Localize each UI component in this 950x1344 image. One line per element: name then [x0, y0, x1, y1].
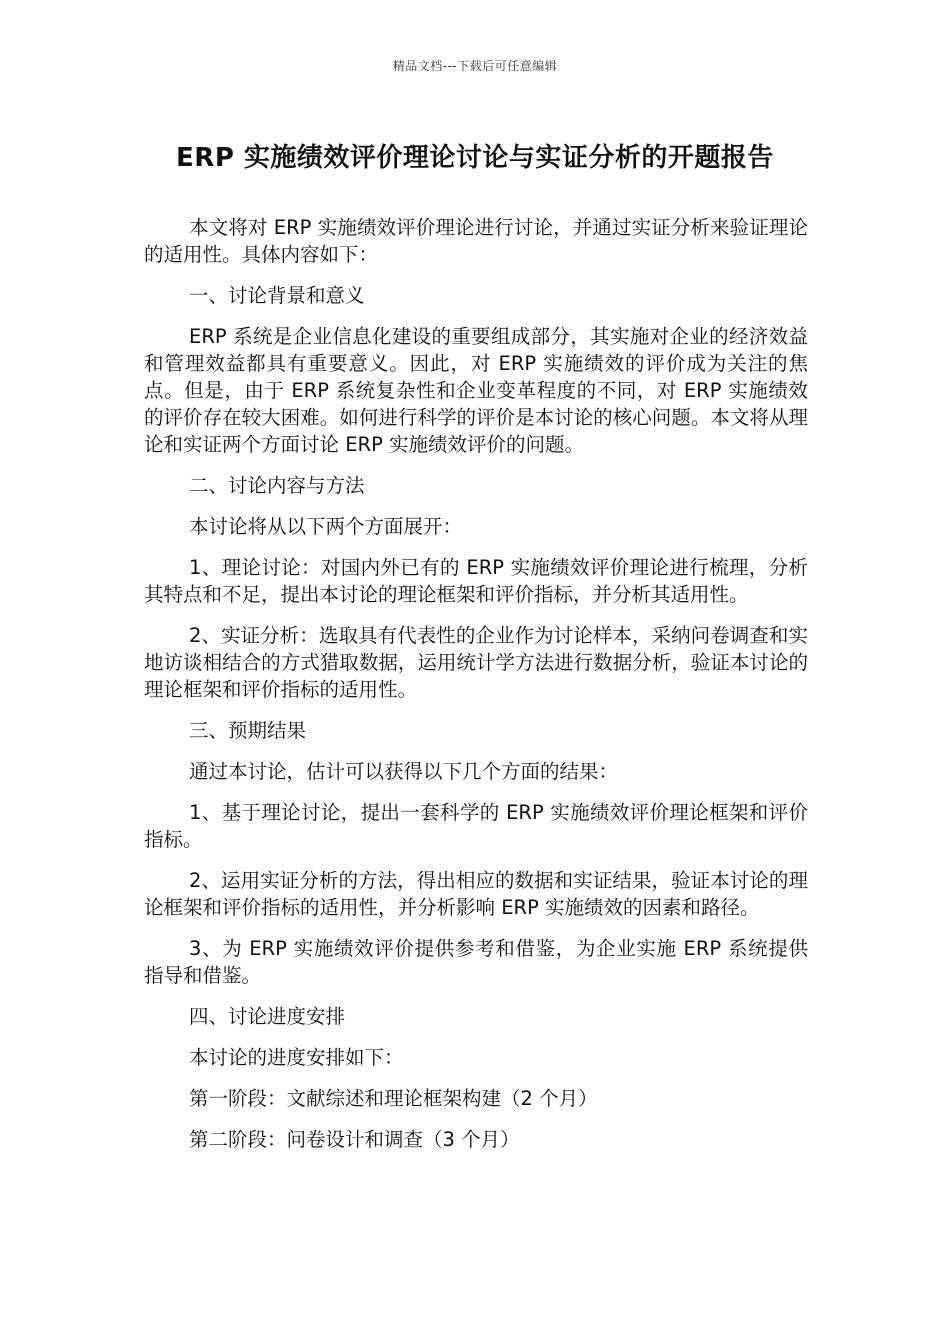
- intro-paragraph: 本文将对 ERP 实施绩效评价理论进行讨论，并通过实证分析来验证理论的适用性。具体内容如下：: [144, 216, 808, 266]
- section-heading-background: 一、讨论背景和意义: [189, 284, 365, 307]
- result-item-3: 3、为 ERP 实施绩效评价提供参考和借鉴，为企业实施 ERP 系统提供指导和借鉴。: [144, 937, 808, 987]
- results-intro-paragraph: 通过本讨论，估计可以获得以下几个方面的结果：: [189, 760, 619, 783]
- schedule-intro-paragraph: 本讨论的进度安排如下：: [189, 1046, 404, 1069]
- section-heading-content-method: 二、讨论内容与方法: [189, 474, 365, 497]
- document-body: [144, 214, 808, 1167]
- schedule-stage-1: 第一阶段：文献综述和理论框架构建（2 个月）: [189, 1087, 598, 1110]
- header-note: 精品文档---下载后可任意编辑: [392, 59, 558, 73]
- result-item-1: 1、基于理论讨论，提出一套科学的 ERP 实施绩效评价理论框架和评价指标。: [144, 801, 808, 851]
- theory-research-paragraph: 1、理论讨论：对国内外已有的 ERP 实施绩效评价理论进行梳理，分析其特点和不足，提出本讨论的理论框架和评价指标，并分析其适用性。: [144, 556, 808, 606]
- empirical-analysis-paragraph: 2、实证分析：选取具有代表性的企业作为讨论样本，采纳问卷调查和实地访谈相结合的方式猎取数据，运用统计学方法进行数据分析，验证本讨论的理论框架和评价指标的适用性。: [144, 624, 808, 701]
- schedule-stage-2: 第二阶段：问卷设计和调查（3 个月）: [189, 1128, 520, 1151]
- result-item-2: 2、运用实证分析的方法，得出相应的数据和实证结果，验证本讨论的理论框架和评价指标的适用性，并分析影响 ERP 实施绩效的因素和路径。: [144, 869, 808, 919]
- section-heading-expected-results: 三、预期结果: [189, 719, 307, 742]
- section-heading-schedule: 四、讨论进度安排: [189, 1005, 346, 1028]
- document-title: ERP 实施绩效评价理论讨论与实证分析的开题报告: [176, 143, 774, 173]
- background-paragraph: ERP 系统是企业信息化建设的重要组成部分，其实施对企业的经济效益和管理效益都具有重要意义。因此，对 ERP 实施绩效的评价成为关注的焦点。但是，由于 ERP 系统复杂性和企业变革程度的不同，对 ERP 实施绩效的评价存在较大困难。如何进行科学的评价是本讨论的核心问题。本文将从理论和实证两个方面讨论 ERP 实施绩效评价的问题。: [144, 325, 808, 456]
- content-intro-paragraph: 本讨论将从以下两个方面展开：: [189, 515, 463, 538]
